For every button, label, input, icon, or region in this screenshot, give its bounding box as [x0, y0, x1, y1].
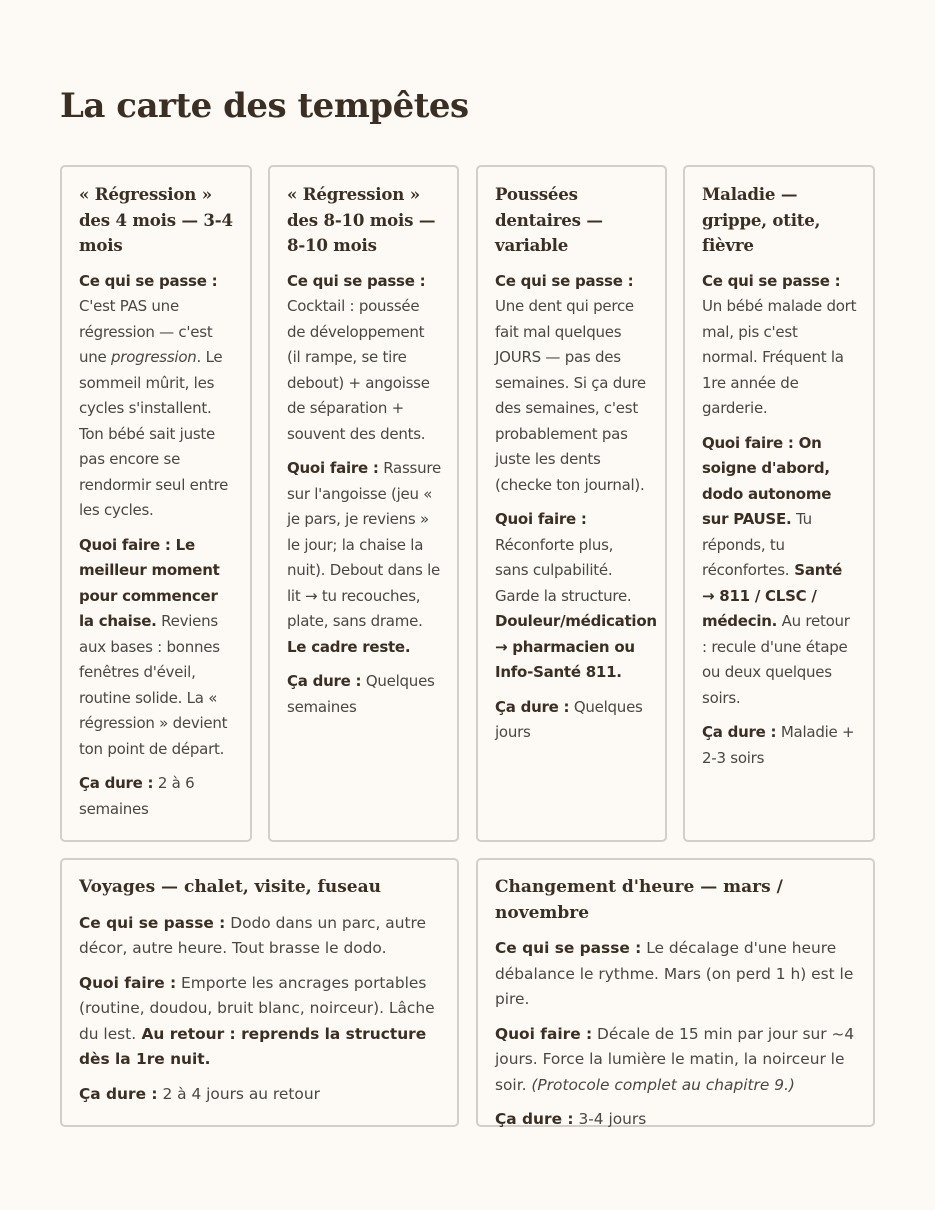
what-happens-emphasis: progression [111, 348, 197, 366]
duration-label: Ça dure : [79, 774, 154, 792]
duration-label: Ça dure : [495, 1110, 574, 1128]
what-happens-label: Ce qui se passe : [287, 271, 426, 290]
what-to-do [495, 507, 657, 686]
what-to-do-label: Quoi faire : [287, 459, 379, 477]
what-to-do [79, 971, 441, 1073]
what-happens-text: Un bébé malade dort mal, pis c'est normal. Fréquent la 1re année de garderie. [702, 297, 857, 417]
duration-label: Ça dure : [702, 723, 777, 741]
what-happens [79, 269, 234, 524]
storm-card-time-change [476, 858, 875, 1127]
what-happens-label: Ce qui se passe : [495, 939, 642, 957]
what-to-do [287, 456, 441, 660]
duration [702, 720, 857, 771]
what-to-do-text: Emporte les ancrages portables (routine, doudou, bruit blanc, noirceur). Lâche du lest. [79, 973, 435, 1043]
card-heading: Changement d'heure — mars / novembre [495, 877, 783, 923]
what-happens-text: Une dent qui perce fait mal quelques JOURS — pas des semaines. Si ça dure des semaines, c'est probablement pas juste les dents (checke ton journal). [495, 297, 646, 494]
what-to-do-text: Réconforte plus, sans culpabilité. Garde la structure. [495, 535, 632, 605]
chapter-reference: (Protocole complet au chapitre 9.) [531, 1075, 795, 1094]
duration-label: Ça dure : [79, 1084, 158, 1103]
what-happens [287, 269, 441, 448]
duration-label: Ça dure : [287, 672, 362, 690]
page-title: La carte des tempêtes [60, 86, 469, 126]
what-to-do-text: Décale de 15 min par jour sur ~4 jours. Force la lumière le matin, la noirceur le soir. [495, 1024, 855, 1094]
duration-label: Ça dure : [495, 697, 570, 716]
duration-text: 3-4 jours [573, 1110, 647, 1128]
what-to-do [495, 1022, 857, 1099]
what-to-do-label: Quoi faire : Le meilleur moment pour commencer la chaise. [79, 535, 220, 630]
what-to-do-label: Quoi faire : On soigne d'abord, dodo autonome sur PAUSE. [702, 433, 832, 528]
duration-text: Quelques jours [495, 697, 643, 741]
what-to-do-emphasis: Santé → 811 / CLSC / médecin. [702, 561, 842, 630]
storm-card-illness [683, 165, 875, 842]
storm-card-travel [60, 858, 459, 1127]
storm-card-4-months [60, 165, 252, 842]
what-happens [495, 936, 857, 1013]
duration [495, 695, 649, 746]
what-to-do-text: Reviens aux bases : bonnes fenêtres d'éveil, routine solide. La « régression » devient ton point de départ. [79, 612, 228, 758]
duration-text: 2 à 4 jours au retour [157, 1084, 320, 1103]
duration-text: Maladie + 2-3 soirs [702, 723, 855, 767]
what-happens-text: C'est PAS une régression — c'est une [79, 297, 213, 366]
what-happens-text: Le décalage d'une heure débalance le rythme. Mars (on perd 1 h) est le pire. [495, 939, 854, 1008]
what-to-do-emphasis: Au retour : reprends la structure dès la 1re nuit. [79, 1024, 427, 1068]
what-happens-text-end: . Le sommeil mûrit, les cycles s'installent. Ton bébé sait juste pas encore se rendormir seul entre les cycles. [79, 348, 229, 519]
duration [79, 1082, 441, 1108]
what-happens-label: Ce qui se passe : [79, 913, 226, 932]
what-happens-label: Ce qui se passe : [79, 271, 218, 290]
card-heading: Voyages — chalet, visite, fuseau [79, 877, 381, 897]
card-heading: Poussées dentaires — variable [495, 184, 603, 255]
what-happens-text: Cocktail : poussée de développement (il rampe, se tire debout) + angoisse de séparation + souvent des dents. [287, 297, 430, 443]
duration [495, 1107, 857, 1133]
what-to-do-emphasis: Le cadre reste. [287, 637, 411, 656]
card-heading: « Régression » des 8-10 mois — 8-10 mois [287, 184, 436, 255]
what-to-do-label: Quoi faire : [79, 973, 177, 992]
what-happens [495, 269, 649, 499]
what-to-do [702, 431, 857, 712]
what-to-do-text-end: Au retour : recule d'une étape ou deux quelques soirs. [702, 612, 850, 707]
storm-card-8-10-months [268, 165, 459, 842]
what-happens [79, 911, 441, 962]
what-happens [702, 269, 857, 422]
what-happens-label: Ce qui se passe : [702, 271, 841, 290]
what-to-do-text: Tu réponds, tu réconfortes. [702, 510, 812, 579]
card-heading: « Régression » des 4 mois — 3-4 mois [79, 184, 233, 255]
duration-text: Quelques semaines [287, 672, 435, 716]
duration-text: 2 à 6 semaines [79, 774, 195, 818]
what-happens-label: Ce qui se passe : [495, 271, 634, 290]
card-heading: Maladie — grippe, otite, fièvre [702, 184, 821, 255]
what-to-do-label: Quoi faire : [495, 1024, 593, 1043]
duration [287, 669, 441, 720]
what-happens-text: Dodo dans un parc, autre décor, autre heure. Tout brasse le dodo. [79, 913, 426, 957]
what-to-do [79, 533, 234, 763]
what-to-do-emphasis: Douleur/médication → pharmacien ou Info-Santé 811. [495, 612, 657, 681]
what-to-do-label: Quoi faire : [495, 510, 587, 528]
what-to-do-text: Rassure sur l'angoisse (jeu « je pars, je reviens » le jour; la chaise la nuit). Debout dans le lit → tu recouches, plate, sans drame. [287, 459, 441, 630]
storm-card-teething [476, 165, 667, 842]
duration [79, 771, 234, 822]
